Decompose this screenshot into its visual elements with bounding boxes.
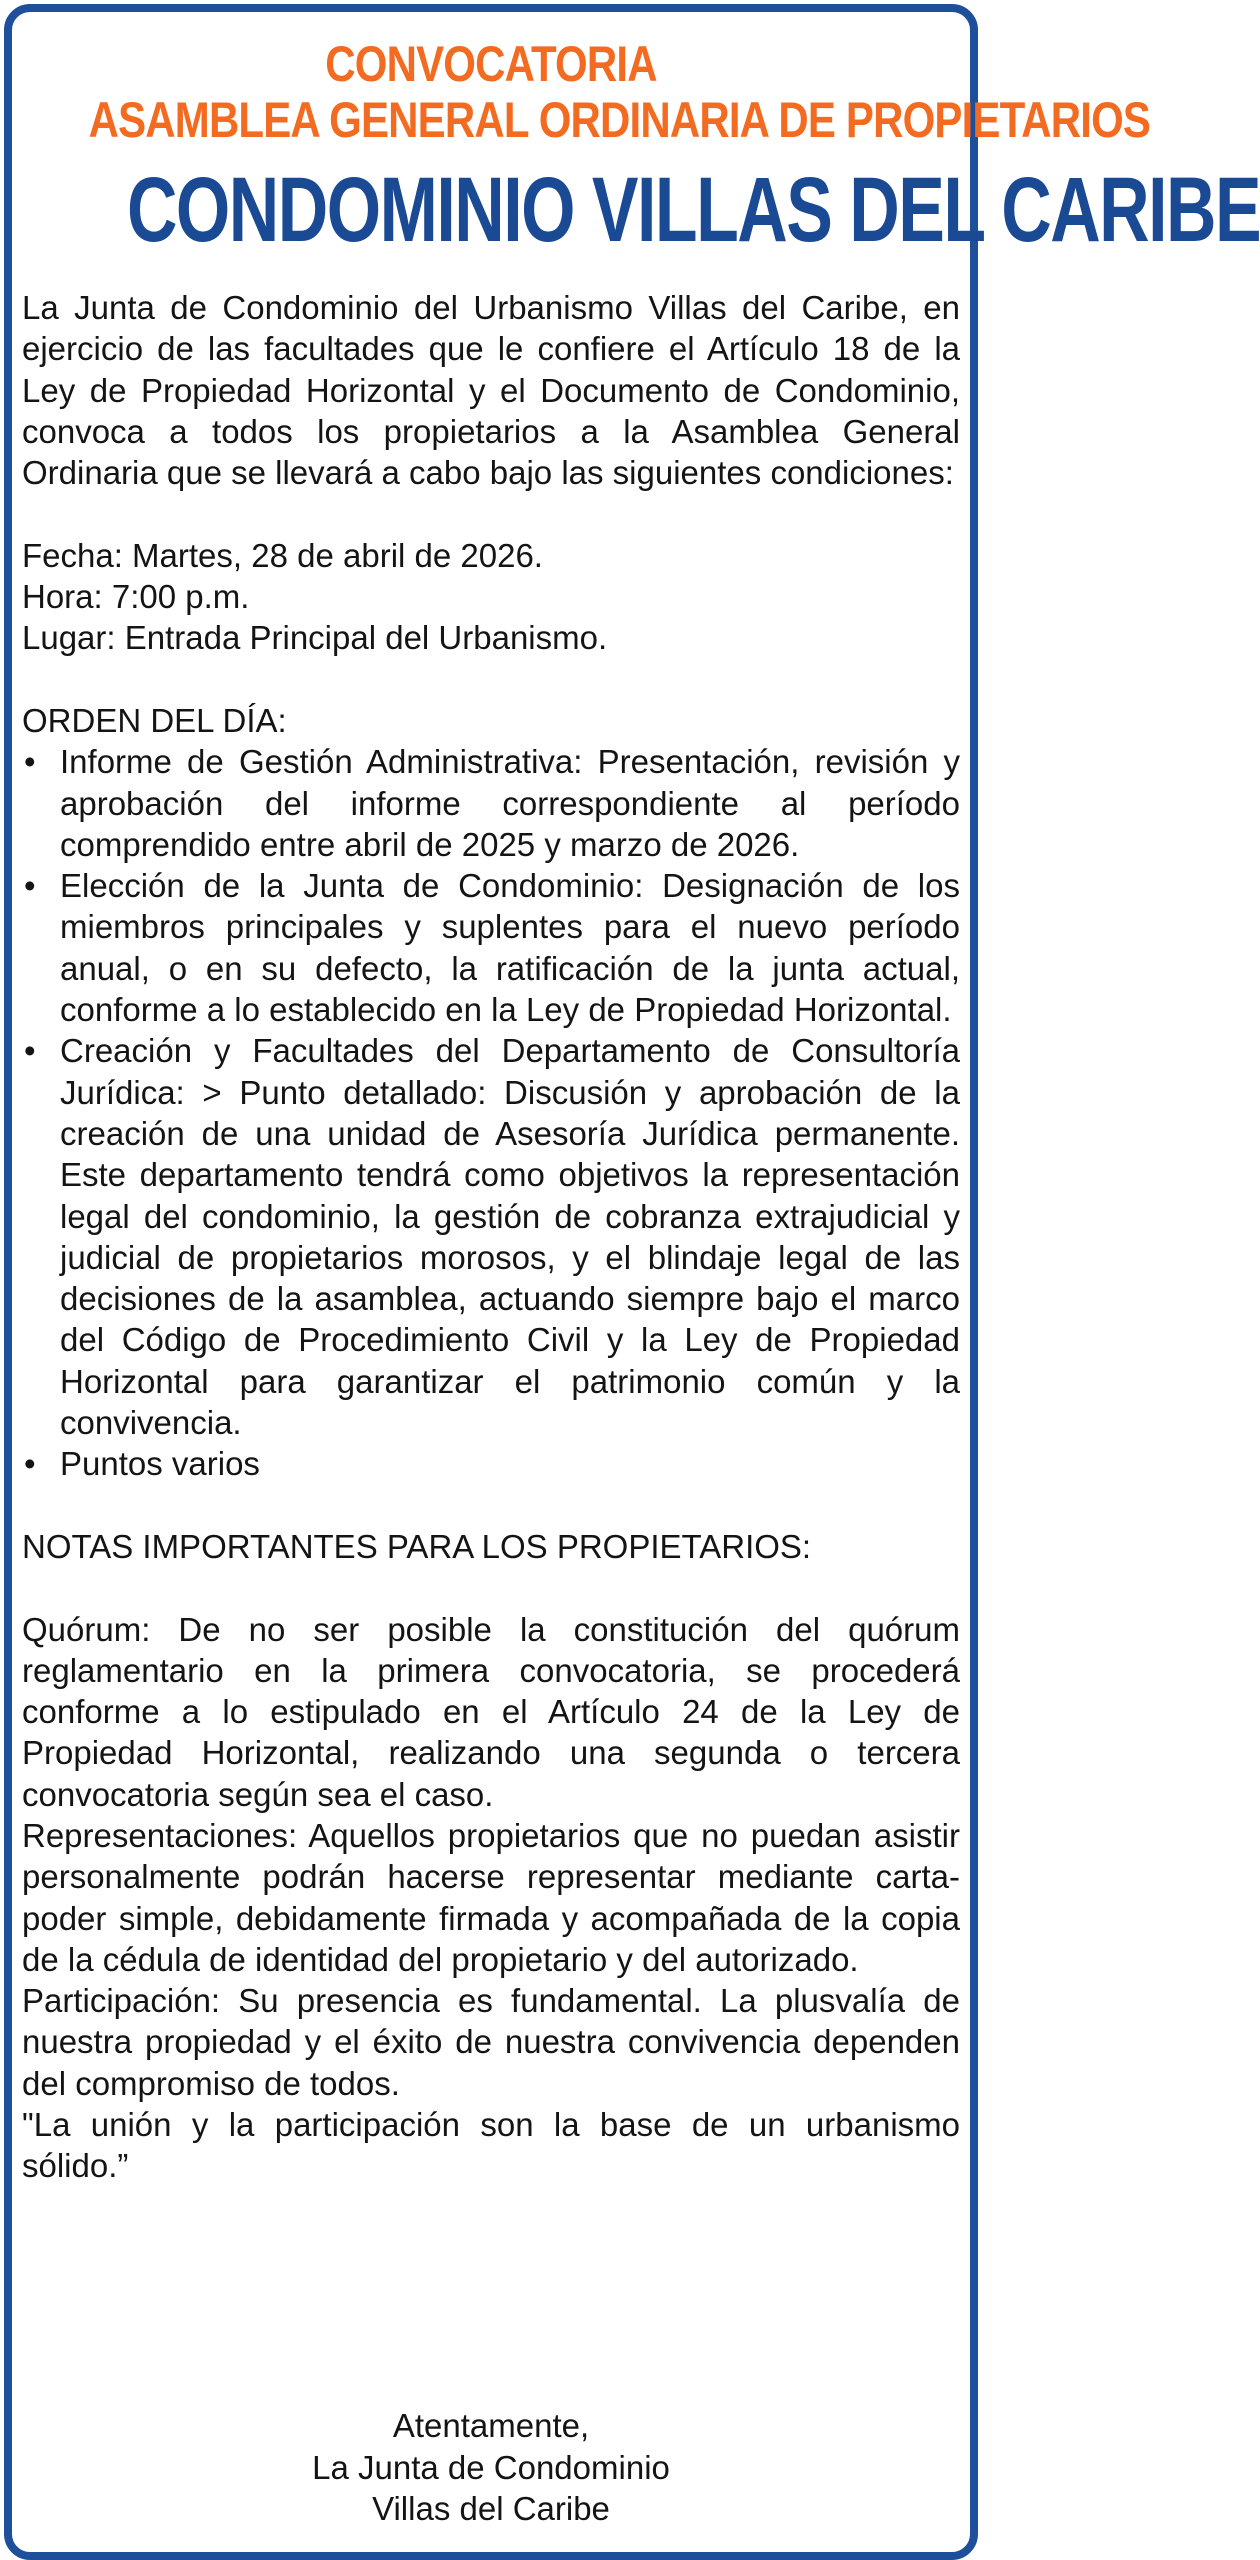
spacer bbox=[22, 493, 960, 534]
agenda-item bbox=[22, 1030, 960, 1443]
location-line: Lugar: Entrada Principal del Urbanismo. bbox=[22, 619, 608, 657]
spacer bbox=[22, 659, 960, 700]
participation-note: Participación: Su presencia es fundamental. La plusvalía de nuestra propiedad y el éxito de nuestra convivencia dependen del compromiso de todos. bbox=[22, 1982, 960, 2102]
bullet-icon: • bbox=[24, 867, 36, 905]
agenda-item-text: Informe de Gestión Administrativa: Presentación, revisión y aprobación del informe correspondiente al período comprendido entre abril de 2025 y marzo de 2026. bbox=[60, 743, 960, 863]
notice-header bbox=[12, 12, 1260, 261]
agenda-item-text: Puntos varios bbox=[60, 1445, 260, 1483]
condominium-title: CONDOMINIO VILLAS DEL CARIBE bbox=[126, 159, 1260, 261]
time-line: Hora: 7:00 p.m. bbox=[22, 578, 250, 616]
assembly-heading: ASAMBLEA GENERAL ORDINARIA DE PROPIETARIOS bbox=[88, 92, 1151, 148]
signature-board: La Junta de Condominio bbox=[312, 2448, 670, 2486]
notice-frame bbox=[4, 4, 1260, 2560]
agenda-item bbox=[22, 865, 960, 1030]
agenda-item bbox=[22, 1443, 960, 1484]
notice-body bbox=[22, 287, 960, 2187]
agenda-list bbox=[22, 741, 960, 1484]
agenda-item-text: Creación y Facultades del Departamento de Consultoría Jurídica: > Punto detallado: Discusión y aprobación de la creación de una unidad de Asesoría Jurídica permanente. Este departamento tendrá como objetivos la representación legal del condominio, la gestión de cobranza extrajudicial y judicial de propietarios morosos, y el blindaje legal de las decisiones de la asamblea, actuando siempre bajo el marco del Código de Procedimiento Civil y la Ley de Propiedad Horizontal para garantizar el patrimonio común y la convivencia. bbox=[60, 1032, 960, 1442]
representation-note: Representaciones: Aquellos propietarios que no puedan asistir personalmente podrán hacerse representar mediante carta-poder simple, debidamente firmada y acompañada de la copia de la cédula de identidad del propietario y del autorizado. bbox=[22, 1816, 960, 1978]
convocatoria-heading: CONVOCATORIA bbox=[325, 36, 657, 92]
bullet-icon: • bbox=[24, 743, 36, 781]
agenda-item-text: Elección de la Junta de Condominio: Designación de los miembros principales y suplentes para el nuevo período anual, o en su defecto, la ratificación de la junta actual, conforme a lo establecido en la Ley de Propiedad Horizontal. bbox=[60, 867, 960, 1029]
closing-quote: "La unión y la participación son la base de un urbanismo sólido.” bbox=[22, 2106, 960, 2185]
notes-heading: NOTAS IMPORTANTES PARA LOS PROPIETARIOS: bbox=[22, 1527, 812, 1565]
agenda-heading: ORDEN DEL DÍA: bbox=[22, 701, 287, 739]
signature-greeting: Atentamente, bbox=[392, 2407, 590, 2444]
signature-condominium: Villas del Caribe bbox=[372, 2490, 610, 2527]
agenda-item bbox=[22, 741, 960, 865]
spacer bbox=[22, 1485, 960, 1526]
bullet-icon: • bbox=[24, 1032, 36, 1070]
intro-paragraph: La Junta de Condominio del Urbanismo Villas del Caribe, en ejercicio de las facultades que le confiere el Artículo 18 de la Ley de Propiedad Horizontal y el Documento de Condominio, convoca a todos los propietarios a la Asamblea General Ordinaria que se llevará a cabo bajo las siguientes condiciones: bbox=[22, 289, 960, 492]
bullet-icon: • bbox=[24, 1445, 36, 1483]
signature-block bbox=[12, 2405, 970, 2530]
quorum-note: Quórum: De no ser posible la constitución del quórum reglamentario en la primera convocatoria, se procederá conforme a lo estipulado en el Artículo 24 de la Ley de Propiedad Horizontal, realizando una segunda o tercera convocatoria según sea el caso. bbox=[22, 1610, 960, 1813]
date-line: Fecha: Martes, 28 de abril de 2026. bbox=[22, 536, 543, 574]
spacer bbox=[22, 1567, 960, 1608]
